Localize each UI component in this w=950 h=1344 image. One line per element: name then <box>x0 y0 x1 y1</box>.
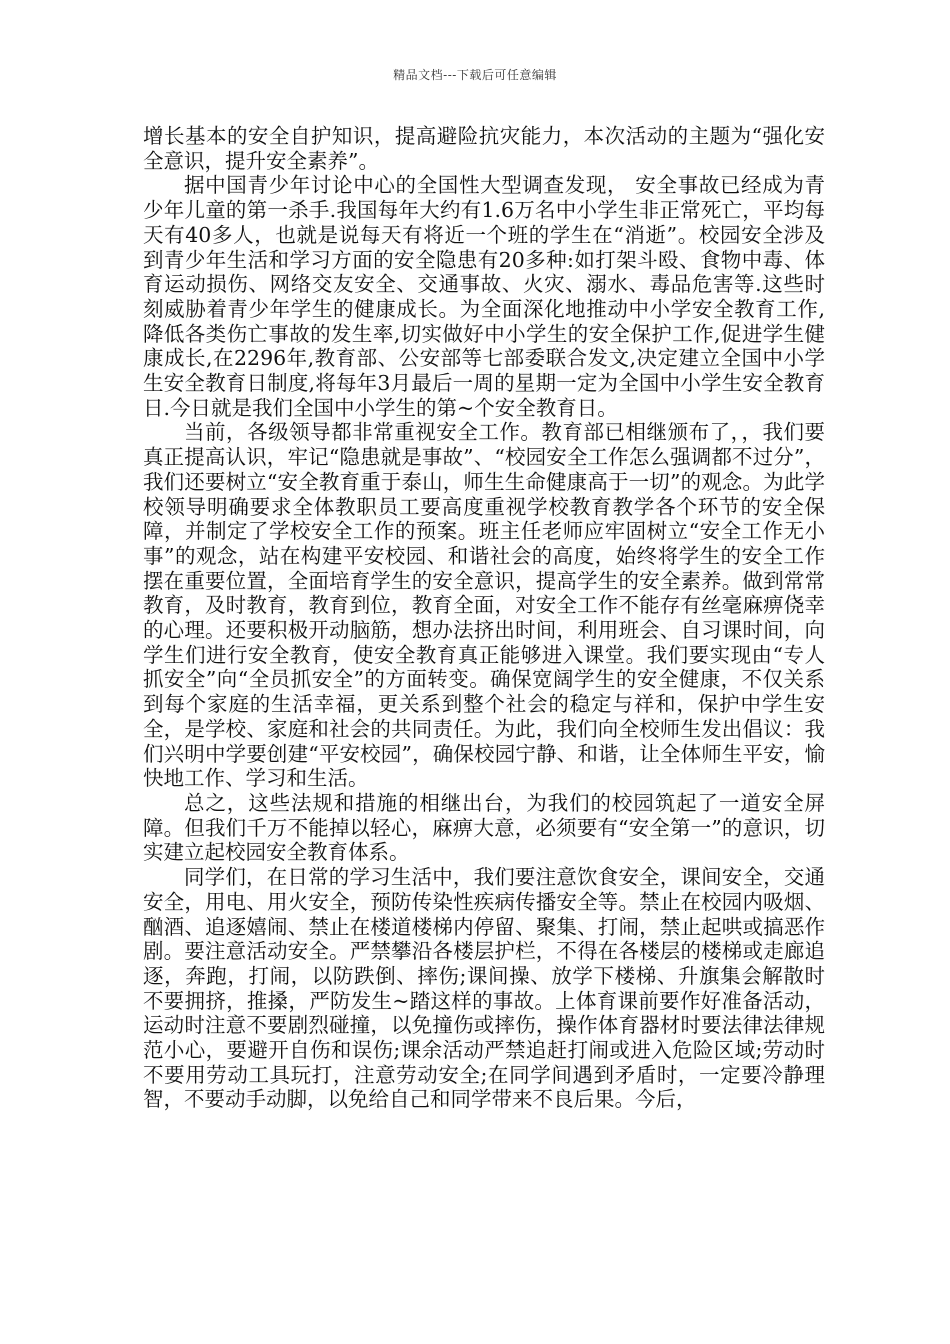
paragraph: 据中国青少年讨论中心的全国性大型调查发现， 安全事故已经成为青少年儿童的第一杀手.我国每年大约有1.6万名中小学生非正常死亡，平均每天有40多人，也就是说每天有将近一个班的学生在“消逝”。校园安全涉及到青少年生活和学习方面的安全隐患有20多种:如打架斗殴、食物中毒、体育运动损伤、网络交友安全、交通事故、火灾、溺水、毒品危害等.这些时刻威胁着青少年学生的健康成长。为全面深化地推动中小学安全教育工作,降低各类伤亡事故的发生率,切实做好中小学生的安全保护工作,促进学生健康成长,在2296年,教育部、公安部等七部委联合发文,决定建立全国中小学生安全教育日制度,将每年3月最后一周的星期一定为全国中小学生安全教育日.今日就是我们全国中小学生的第~个安全教育日。 <box>143 173 825 420</box>
paragraph: 当前，各级领导都非常重视安全工作。教育部已相继颁布了，，我们要真正提高认识，牢记“隐患就是事故”、“校园安全工作怎么强调都不过分”，我们还要树立“安全教育重于泰山，师生生命健康高于一切”的观念。为此学校领导明确要求全体教职员工要高度重视学校教育教学各个环节的安全保障，并制定了学校安全工作的预案。班主任老师应牢固树立“安全工作无小事”的观念，站在构建平安校园、和谐社会的高度，始终将学生的安全工作摆在重要位置，全面培育学生的安全意识，提高学生的安全素养。做到常常教育，及时教育，教育到位，教育全面，对安全工作不能存有丝毫麻痹侥幸的心理。还要积极开动脑筋，想办法挤出时间，利用班会、自习课时间，向学生们进行安全教育，使安全教育真正能够进入课堂。我们要实现由“专人抓安全”向“全员抓安全”的方面转变。确保宽阔学生的安全健康，不仅关系到每个家庭的生活幸福，更关系到整个社会的稳定与祥和，保护中学生安全，是学校、家庭和社会的共同责任。为此，我们向全校师生发出倡议：我们兴明中学要创建“平安校园”，确保校园宁静、和谐，让全体师生平安，愉快地工作、学习和生活。 <box>143 420 825 791</box>
paragraph: 同学们，在日常的学习生活中，我们要注意饮食安全，课间安全，交通安全，用电、用火安全，预防传染性疾病传播安全等。禁止在校园内吸烟、酗酒、追逐嬉闹、禁止在楼道楼梯内停留、聚集、打闹，禁止起哄或搞恶作剧。要注意活动安全。严禁攀沿各楼层护栏，不得在各楼层的楼梯或走廊追逐，奔跑，打闹，以防跌倒、摔伤;课间操、放学下楼梯、升旗集会解散时不要拥挤，推搡，严防发生~踏这样的事故。上体育课前要作好准备活动，运动时注意不要剧烈碰撞，以免撞伤或摔伤，操作体育器材时要法律法律规范小心，要避开自伤和误伤;课余活动严禁追赶打闹或进入危险区域;劳动时不要用劳动工具玩打，注意劳动安全;在同学间遇到矛盾时，一定要冷静理智，不要动手动脚，以免给自己和同学带来不良后果。今后， <box>143 865 825 1112</box>
paragraph-continuation: 增长基本的安全自护知识，提高避险抗灾能力，本次活动的主题为“强化安全意识，提升安全素养”。 <box>143 124 825 173</box>
paragraph: 总之，这些法规和措施的相继出台，为我们的校园筑起了一道安全屏障。但我们千万不能掉以轻心，麻痹大意，必须要有“安全第一”的意识，切实建立起校园安全教育体系。 <box>143 790 825 865</box>
document-body <box>143 124 825 1112</box>
page-header: 精品文档---下载后可任意编辑 <box>393 68 557 82</box>
